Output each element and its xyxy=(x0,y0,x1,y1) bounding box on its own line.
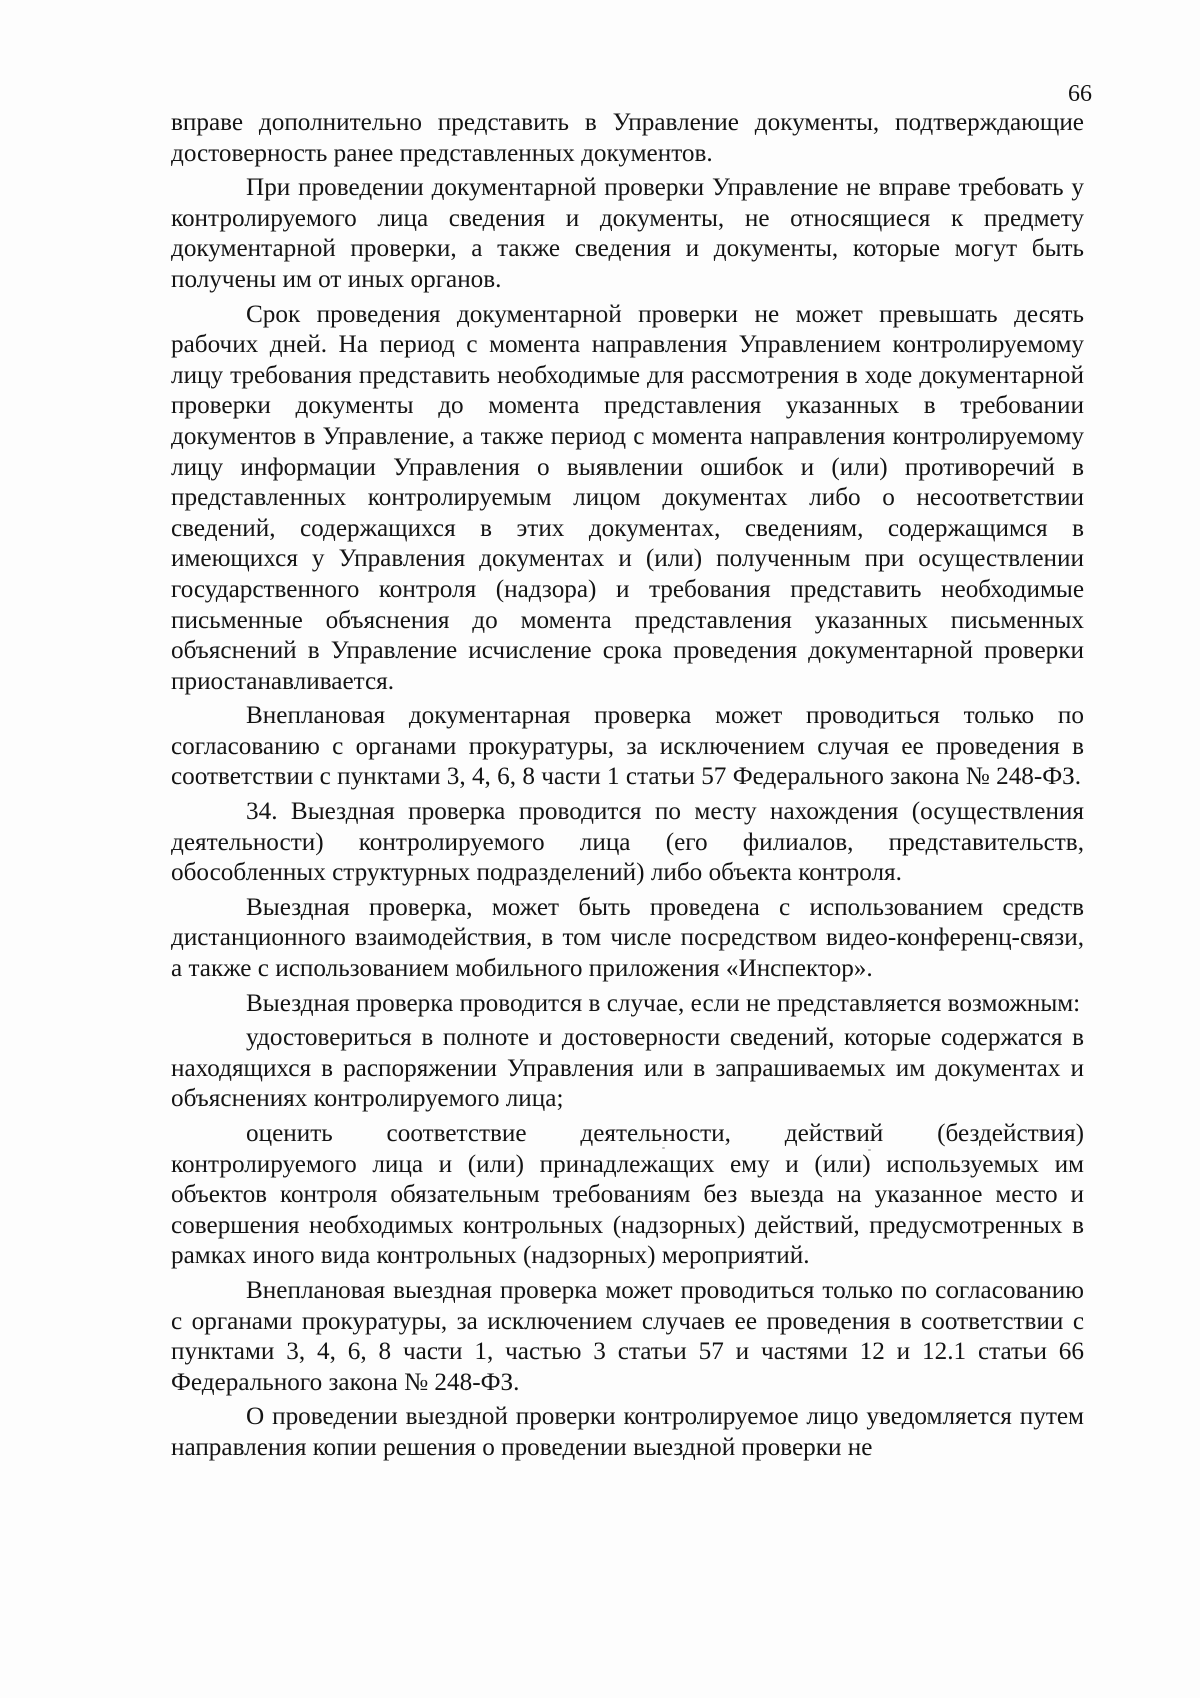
scan-speck xyxy=(662,1147,665,1149)
scan-speck xyxy=(868,1149,871,1151)
paragraph-document-check-requirements: При проведении документарной проверки Управление не вправе требовать у контролируемого лица сведения и документы, не относящиеся к предмету документарной проверки, а также сведения и документы, которые могут быть получены им от иных органов. xyxy=(171,174,1084,293)
paragraph-remote-interaction: Выездная проверка, может быть проведена с использованием средств дистанционного взаимодействия, в том числе посредством видео-конференц-связи, а также с использованием мобильного приложения «Инспектор». xyxy=(171,893,1084,983)
paragraph-notification: О проведении выездной проверки контролируемое лицо уведомляется путем направления копии решения о проведении выездной проверки не xyxy=(171,1403,1084,1461)
list-item-verify-completeness: удостовериться в полноте и достоверности сведений, которые содержатся в находящихся в распоряжении Управления или в запрашиваемых им документах и объяснениях контролируемого лица; xyxy=(171,1024,1084,1113)
paragraph-document-check-term: Срок проведения документарной проверки не может превышать десять рабочих дней. На период с момента направления Управлением контролируемому лицу требования представить необходимые для рассмотрения в ходе документарной проверки документы до момента представления указанных в требовании документов в Управление, а также период с момента направления контролируемому лицу информации Управления о выявлении ошибок и (или) противоречий в представленных контролируемым лицом документах либо о несоответствии сведений, содержащихся в этих документах, сведениям, содержащимся в имеющихся у Управления документах и (или) полученным при осуществлении государственного контроля (надзора) и требования представить необходимые письменные объяснения до момента представления указанных письменных объяснений в Управление исчисление срока проведения документарной проверки приостанавливается. xyxy=(171,300,1084,695)
paragraph-onsite-check-cases: Выездная проверка проводится в случае, если не представляется возможным: xyxy=(246,989,1081,1017)
document-body xyxy=(171,108,1084,1464)
paragraph-section-34-onsite-check: 34. Выездная проверка проводится по месту нахождения (осуществления деятельности) контролируемого лица (его филиалов, представительств, обособленных структурных подразделений) либо объекта контроля. xyxy=(171,798,1084,887)
paragraph-continuation: вправе дополнительно представить в Управление документы, подтверждающие достоверность ранее представленных документов. xyxy=(171,109,1084,167)
paragraph-unscheduled-onsite-check: Внеплановая выездная проверка может проводиться только по согласованию с органами прокуратуры, за исключением случаев ее проведения в соответствии с пунктами 3, 4, 6, 8 части 1, частью 3 статьи 57 и частями 12 и 12.1 статьи 66 Федерального закона № 248-ФЗ. xyxy=(171,1276,1084,1396)
list-item-assess-compliance: оценить соответствие деятельности, действий (бездействия) контролируемого лица и (или) принадлежащих ему и (или) используемых им объектов контроля обязательным требованиям без выезда на указанное место и совершения необходимых контрольных (надзорных) действий, предусмотренных в рамках иного вида контрольных (надзорных) мероприятий. xyxy=(171,1120,1084,1270)
page-number: 66 xyxy=(1068,81,1092,107)
paragraph-unscheduled-document-check: Внеплановая документарная проверка может проводиться только по согласованию с органами прокуратуры, за исключением случая ее проведения в соответствии с пунктами 3, 4, 6, 8 части 1 статьи 57 Федерального закона № 248-ФЗ. xyxy=(171,702,1084,791)
